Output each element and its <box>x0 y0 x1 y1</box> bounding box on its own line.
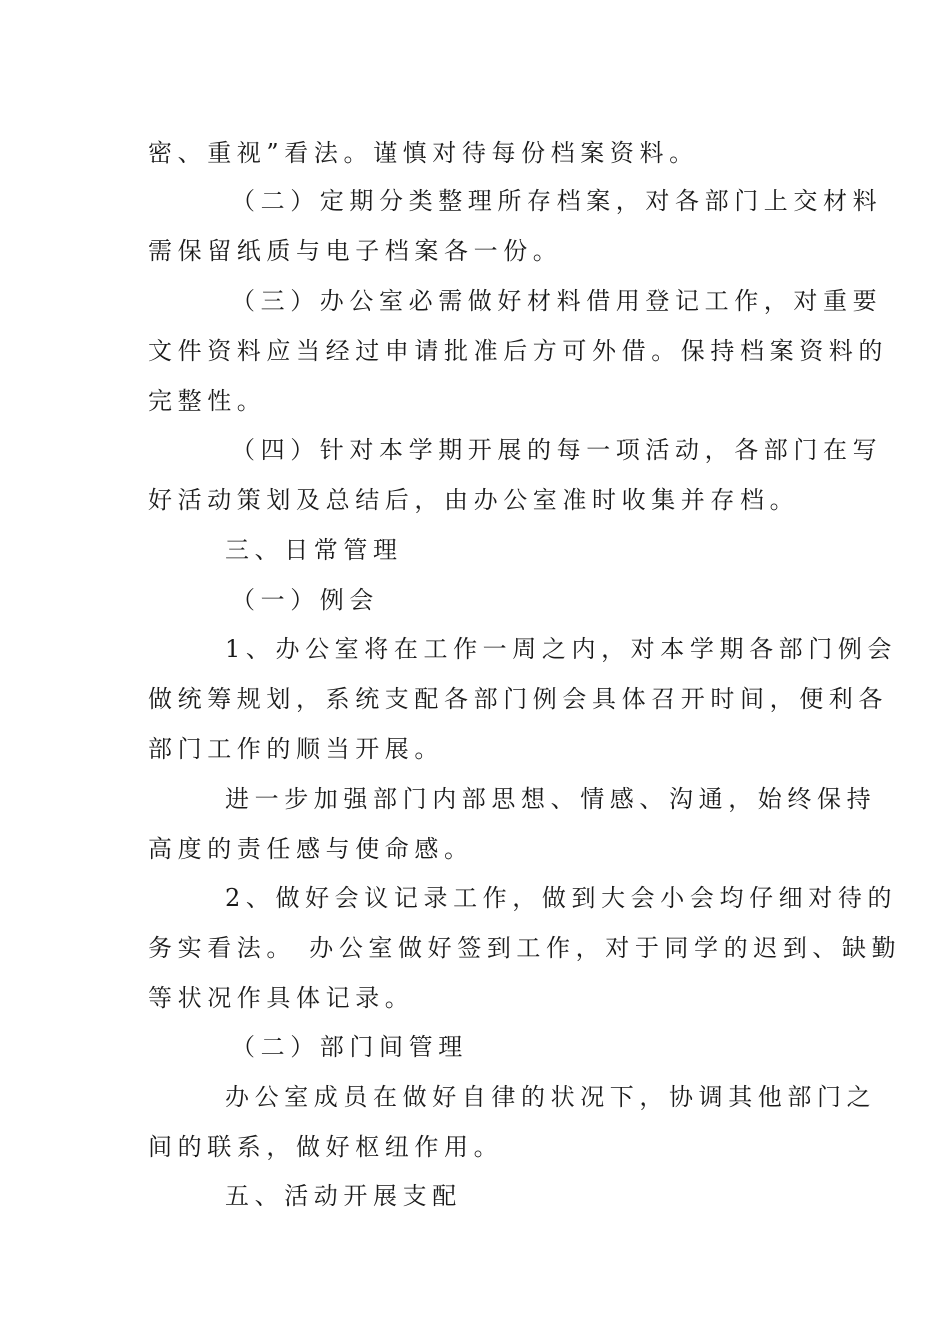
paragraph-line: 1、办公室将在工作一周之内，对本学期各部门例会 <box>225 635 898 663</box>
paragraph-line: 完整性。 <box>148 387 267 415</box>
paragraph-line: 办公室成员在做好自律的状况下，协调其他部门之 <box>225 1083 877 1111</box>
paragraph-line: 密、重视”看法。谨慎对待每份档案资料。 <box>148 139 699 167</box>
paragraph-line: （三）办公室必需做好材料借用登记工作，对重要 <box>231 287 883 315</box>
paragraph-line: （四）针对本学期开展的每一项活动，各部门在写 <box>231 436 883 464</box>
subsection-heading: （一）例会 <box>231 586 379 614</box>
paragraph-line: 进一步加强部门内部思想、情感、沟通，始终保持 <box>225 785 877 813</box>
paragraph-line: 部门工作的顺当开展。 <box>148 735 444 763</box>
paragraph-line: （二）定期分类整理所存档案，对各部门上交材料 <box>231 187 883 215</box>
subsection-heading: （二）部门间管理 <box>231 1033 468 1061</box>
paragraph-line: 需保留纸质与电子档案各一份。 <box>148 237 563 265</box>
section-heading: 五、活动开展支配 <box>225 1182 462 1210</box>
paragraph-line: 做统筹规划，系统支配各部门例会具体召开时间，便利各 <box>148 685 888 713</box>
paragraph-line: 文件资料应当经过申请批准后方可外借。保持档案资料的 <box>148 337 888 365</box>
section-heading: 三、日常管理 <box>225 536 403 564</box>
paragraph-line: 2、做好会议记录工作，做到大会小会均仔细对待的 <box>225 884 898 912</box>
paragraph-line: 好活动策划及总结后，由办公室准时收集并存档。 <box>148 486 800 514</box>
paragraph-line: 务实看法。 办公室做好签到工作，对于同学的迟到、缺勤 <box>148 934 902 962</box>
paragraph-line: 高度的责任感与使命感。 <box>148 835 474 863</box>
paragraph-line: 等状况作具体记录。 <box>148 984 415 1012</box>
paragraph-line: 间的联系，做好枢纽作用。 <box>148 1133 504 1161</box>
